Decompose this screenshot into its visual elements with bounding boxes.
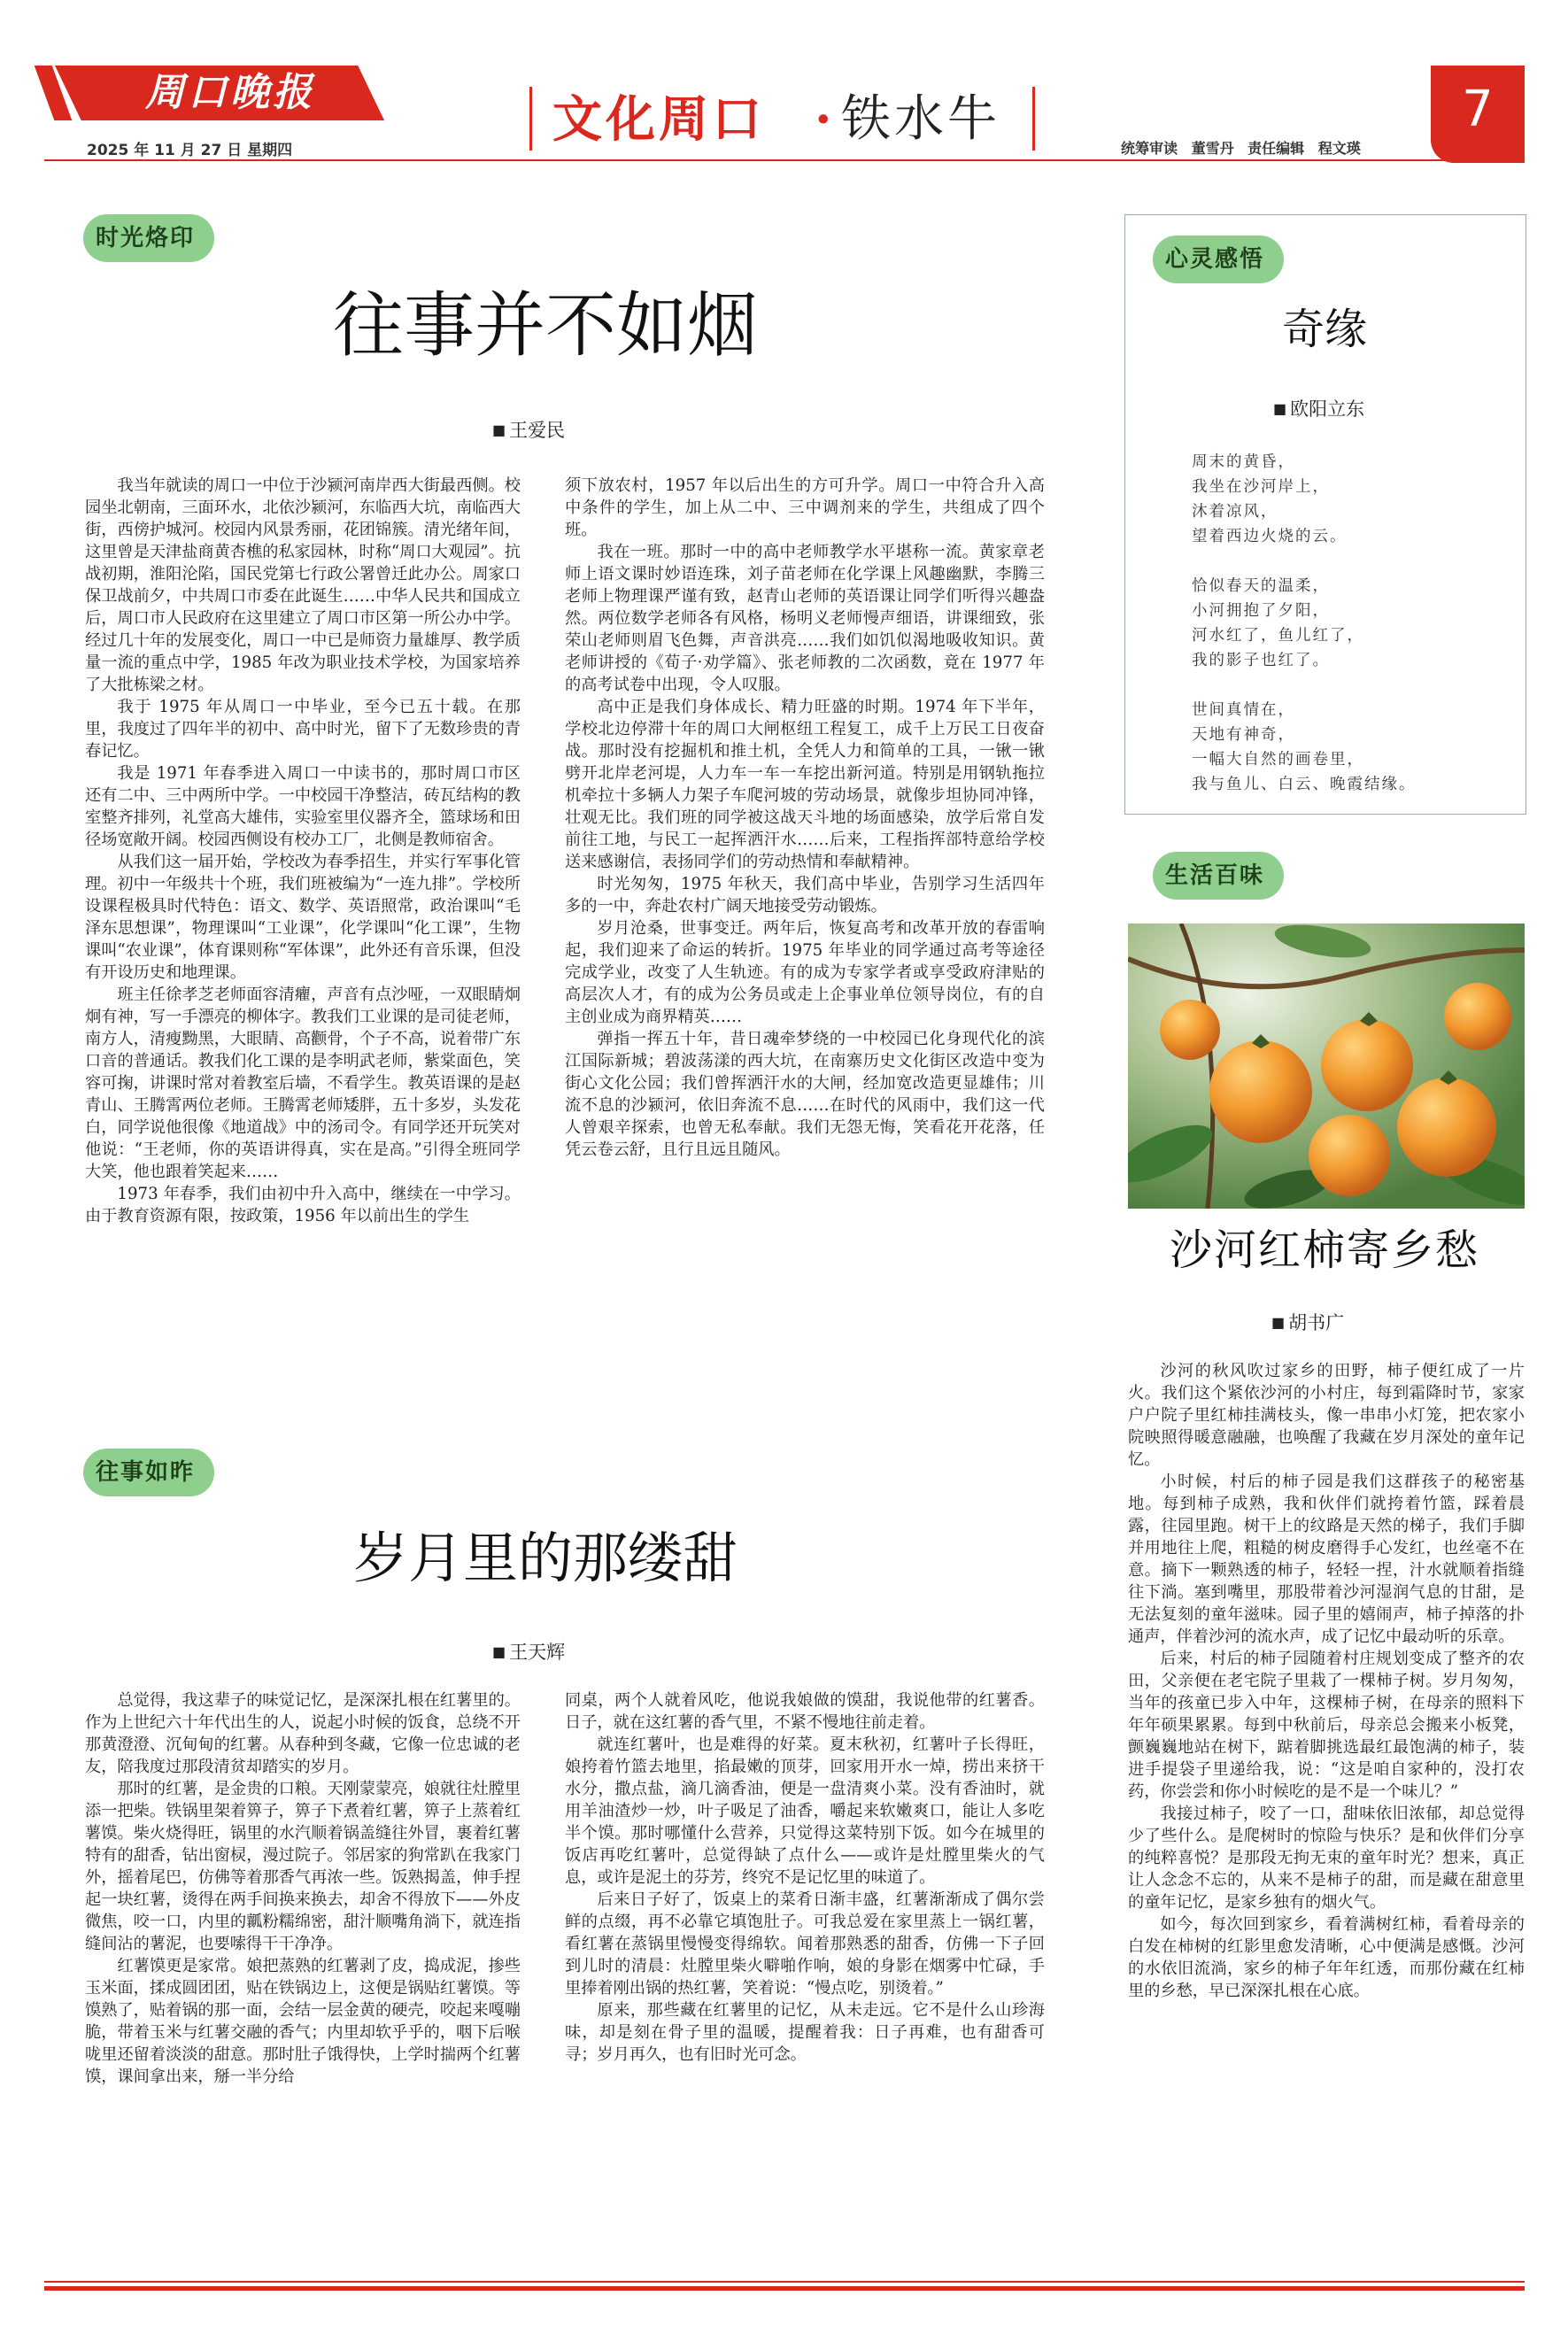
paragraph: 同桌，两个人就着风吃，他说我娘做的馍甜，我说他带的红薯香。日子，就在这红薯的香气里，不紧不慢地往前走着。: [565, 1691, 1045, 1732]
paragraph: 从我们这一届开始，学校改为春季招生，并实行军事化管理。初中一年级共十个班，我们班被编为“一连九排”。学校所设课程极具时代特色：语文、数学、英语照常，政治课叫“毛泽东思想课”，物理课叫“工业课”，化学课叫“化工课”，生物课叫“农业课”，体育课则称“军体课”，此外还有音乐课，但没有开设历史和地理课。: [85, 853, 521, 982]
section-badge-life: 生活百味: [1153, 852, 1284, 900]
paragraph: 我接过柿子，咬了一口，甜味依旧浓郁，却总觉得少了些什么。是爬树时的惊险与快乐？是和伙伴们分享的纯粹喜悦？是那段无拘无束的童年时光？想来，真正让人念念不忘的，从来不是柿子的甜，而是藏在甜意里的童年记忆，是家乡独有的烟火气。: [1128, 1805, 1525, 1912]
column-divider-right: [1032, 87, 1035, 151]
poem-line: 我坐在沙河岸上，: [1192, 478, 1330, 496]
poem-line: 一幅大自然的画卷里，: [1192, 751, 1364, 769]
article-2-column-right: [565, 1689, 1045, 2066]
paragraph: 我在一班。那时一中的高中老师教学水平堪称一流。黄家章老师上语文课时妙语连珠，刘子苗老师在化学课上风趣幽默，李腾三老师上物理课严谨有致，赵青山老师的英语课让同学们听得兴趣盎然。两位数学老师各有风格，杨明义老师慢声细语，讲课细致，张荣山老师则眉飞色舞，声音洪亮……我们如饥似渴地吸收知识。黄老师讲授的《荀子·劝学篇》、张老师教的二次函数，竟在 1977 年的高考试卷中出现，令人叹服。: [565, 543, 1045, 694]
poem-body: [1192, 450, 1510, 797]
column-name-black: 铁水牛: [841, 90, 1000, 148]
poem-line: 沐着凉风，: [1192, 503, 1278, 521]
article-2-column-left: [85, 1689, 521, 2088]
poem-line: 周末的黄昏，: [1192, 453, 1295, 471]
paragraph: 高中正是我们身体成长、精力旺盛的时期。1974 年下半年，学校北边停滞十年的周口大闸枢纽工程复工，成千上万民工日夜奋战。那时没有挖掘机和推土机，全凭人力和简单的工具，一锹一锹劈开北岸老河堤，人力车一车一车挖出新河道。特别是用钢轨拖拉机牵拉十多辆人力架子车爬河坡的劳动场景，就像步坦协同冲锋，壮观无比。我们班的同学被这战天斗地的场面感染，放学后常自发前往工地，与民工一起挥洒汗水……后来，工程指挥部特意给学校送来感谢信，表扬同学们的劳动热情和奉献精神。: [565, 698, 1045, 871]
article-1-column-left: [85, 475, 521, 1227]
paragraph: 1973 年春季，我们由初中升入高中，继续在一中学习。由于教育资源有限，按政策，1956 年以前出生的学生: [85, 1185, 521, 1225]
article-title-2: 岁月里的那缕甜: [352, 1526, 738, 1590]
paragraph: 须下放农村，1957 年以后出生的方可升学。周口一中符合升入高中条件的学生，加上从二中、三中调剂来的学生，共组成了四个班。: [565, 476, 1045, 539]
article-3-column: [1128, 1360, 1525, 2002]
masthead-logo: 周口晚报: [145, 70, 315, 115]
poem-line: 望着西边火烧的云。: [1192, 528, 1348, 545]
persimmon-photo: [1128, 924, 1525, 1209]
article-title-1: 往事并不如烟: [333, 284, 758, 367]
footer-rule-thick: [44, 2286, 1525, 2291]
page-number-tab: [1431, 66, 1525, 163]
poem-line: 我与鱼儿、白云、晚霞结缘。: [1192, 776, 1417, 793]
poem-line: 天地有神奇，: [1192, 726, 1295, 744]
paragraph: 红薯馍更是家常。娘把蒸熟的红薯剥了皮，捣成泥，掺些玉米面，揉成圆团团，贴在铁锅边上，这便是锅贴红薯馍。等馍熟了，贴着锅的那一面，会结一层金黄的硬壳，咬起来嘎嘣脆，带着玉米与红薯交融的香气；内里却软乎乎的，咽下后喉咙里还留着淡淡的甜意。那时肚子饿得快，上学时揣两个红薯馍，课间拿出来，掰一半分给: [85, 1957, 521, 2086]
paragraph: 我是 1971 年春季进入周口一中读书的，那时周口市区还有二中、三中两所中学。一中校园干净整洁，砖瓦结构的教室整齐排列，礼堂高大雄伟，实验室里仪器齐全，篮球场和田径场宽敞开阔。校园西侧设有校办工厂，北侧是教师宿舍。: [85, 764, 521, 849]
article-author-3: ■ 胡书广: [1271, 1309, 1344, 1335]
paragraph: 小时候，村后的柿子园是我们这群孩子的秘密基地。每到柿子成熟，我和伙伴们就挎着竹篮，踩着晨露，往园里跑。树干上的纹路是天然的梯子，我们手脚并用地往上爬，粗糙的树皮磨得手心发红，也丝毫不在意。摘下一颗熟透的柿子，轻轻一捏，汁水就顺着指缝往下淌。塞到嘴里，那股带着沙河湿润气息的甘甜，是无法复刻的童年滋味。园子里的嬉闹声，柿子掉落的扑通声，伴着沙河的流水声，成了记忆中最动听的乐章。: [1128, 1472, 1525, 1646]
article-title-3: 沙河红柿寄乡愁: [1169, 1225, 1479, 1275]
paragraph: 那时的红薯，是金贵的口粮。天刚蒙蒙亮，娘就往灶膛里添一把柴。铁锅里架着箅子，箅子下煮着红薯，箅子上蒸着红薯馍。柴火烧得旺，锅里的水汽顺着锅盖缝往外冒，裹着红薯特有的甜香，钻出窗棂，漫过院子。邻居家的狗常趴在我家门外，摇着尾巴，仿佛等着那香气再浓一些。饭熟揭盖，伸手捏起一块红薯，烫得在两手间换来换去，却舍不得放下——外皮微焦，咬一口，内里的瓤粉糯绵密，甜汁顺嘴角淌下，就连指缝间沾的薯泥，也要嗦得干干净净。: [85, 1780, 521, 1953]
poem-line: 世间真情在，: [1192, 701, 1295, 719]
issue-date: 2025 年 11 月 27 日 星期四: [87, 142, 293, 159]
column-name-dot: ·: [815, 90, 832, 149]
paragraph: 后来日子好了，饭桌上的菜肴日渐丰盛，红薯渐渐成了偶尔尝鲜的点缀，再不必靠它填饱肚子。可我总爱在家里蒸上一锅红薯，看红薯在蒸锅里慢慢变得绵软。闻着那熟悉的甜香，仿佛一下子回到儿时的清晨：灶膛里柴火噼啪作响，娘的身影在烟雾中忙碌，手里捧着刚出锅的热红薯，笑着说：“慢点吃，别烫着。”: [565, 1890, 1045, 1998]
article-1-column-right: [565, 475, 1045, 1161]
paragraph: 时光匆匆，1975 年秋天，我们高中毕业，告别学习生活四年多的一中，奔赴农村广阔天地接受劳动锻炼。: [565, 875, 1045, 916]
persimmon-illustration: [1128, 924, 1525, 1209]
paragraph: 班主任徐孝芝老师面容清癯，声音有点沙哑，一双眼睛炯炯有神，写一手漂亮的柳体字。教我们工业课的是司徒老师，南方人，清瘦黝黑，大眼睛、高颧骨，个子不高，说着带广东口音的普通话。教我们化工课的是李明武老师，紫棠面色，笑容可掬，讲课时常对着教室后墙，不看学生。教英语课的是赵青山、王腾霄两位老师。王腾霄老师矮胖，五十多岁，头发花白，同学说他很像《地道战》中的汤司令。有同学还开玩笑对他说：“王老师，你的英语讲得真，实在是高。”引得全班同学大笑，他也跟着笑起来……: [85, 985, 521, 1181]
poem-author: ■ 欧阳立东: [1273, 395, 1364, 421]
section-badge-heart: 心灵感悟: [1153, 236, 1284, 283]
editor-credits: 统筹审读 董雪丹 责任编辑 程文瑛: [1121, 140, 1361, 157]
column-name-red: 文化周口: [552, 90, 765, 149]
paragraph: 岁月沧桑，世事变迁。两年后，恢复高考和改革开放的春雷响起，我们迎来了命运的转折。1975 年毕业的同学通过高考等途径完成学业，改变了人生轨迹。有的成为专家学者或享受政府津贴的高层次人才，有的成为公务员或走上企事业单位领导岗位，有的自主创业成为商界精英……: [565, 919, 1045, 1026]
paragraph: 总觉得，我这辈子的味觉记忆，是深深扎根在红薯里的。作为上世纪六十年代出生的人，说起小时候的饭食，总绕不开那黄澄澄、沉甸甸的红薯。从春种到冬藏，它像一位忠诚的老友，陪我度过那段清贫却踏实的岁月。: [85, 1691, 521, 1776]
column-divider-left: [529, 87, 532, 151]
poem-title: 奇缘: [1281, 305, 1367, 354]
poem-line: 我的影子也红了。: [1192, 652, 1330, 669]
poem-line: 小河拥抱了夕阳，: [1192, 602, 1330, 620]
paragraph: 弹指一挥五十年，昔日魂牵梦绕的一中校园已化身现代化的滨江国际新城；碧波荡漾的西大坑，在南寨历史文化街区改造中变为街心文化公园；我们曾挥洒汗水的大闸，经加宽改造更显雄伟；川流不息的沙颍河，依旧奔流不息……在时代的风雨中，我们这一代人曾艰辛探索，也曾无私奉献。我们无怨无悔，笑看花开花落，任凭云卷云舒，且行且远且随风。: [565, 1030, 1045, 1159]
article-author-1: ■ 王爱民: [492, 416, 565, 443]
page-number: 7: [1462, 81, 1494, 138]
header-rule: [44, 159, 1525, 161]
poem-line: 恰似春天的温柔，: [1192, 577, 1330, 595]
paragraph: 原来，那些藏在红薯里的记忆，从未走远。它不是什么山珍海味，却是刻在骨子里的温暖，提醒着我：日子再难，也有甜香可寻；岁月再久，也有旧时光可念。: [565, 2001, 1045, 2064]
paragraph: 如今，每次回到家乡，看着满树红柿，看着母亲的白发在柿树的红影里愈发清晰，心中便满是感慨。沙河的水依旧流淌，家乡的柿子年年红透，而那份藏在红柿里的乡愁，早已深深扎根在心底。: [1128, 1915, 1525, 2000]
paragraph: 我于 1975 年从周口一中毕业，至今已五十载。在那里，我度过了四年半的初中、高中时光，留下了无数珍贵的青春记忆。: [85, 698, 521, 761]
poem-line: 河水红了，鱼儿红了，: [1192, 627, 1364, 645]
paragraph: 沙河的秋风吹过家乡的田野，柿子便红成了一片火。我们这个紧依沙河的小村庄，每到霜降时节，家家户户院子里红柿挂满枝头，像一串串小灯笼，把农家小院映照得暖意融融，也唤醒了我藏在岁月深处的童年记忆。: [1128, 1362, 1525, 1469]
section-badge-time: 时光烙印: [83, 214, 214, 262]
paragraph: 后来，村后的柿子园随着村庄规划变成了整齐的农田，父亲便在老宅院子里栽了一棵柿子树。岁月匆匆，当年的孩童已步入中年，这棵柿子树，在母亲的照料下年年硕果累累。每到中秋前后，母亲总会搬来小板凳，颤巍巍地站在树下，踮着脚挑选最红最饱满的柿子，装进手提袋子里递给我，说：“这是咱自家种的，没打农药，你尝尝和你小时候吃的是不是一个味儿？”: [1128, 1650, 1525, 1801]
paragraph: 就连红薯叶，也是难得的好菜。夏末秋初，红薯叶子长得旺，娘挎着竹篮去地里，掐最嫩的顶芽，回家用开水一焯，捞出来挤干水分，撒点盐，滴几滴香油，便是一盘清爽小菜。没有香油时，就用羊油渣炒一炒，叶子吸足了油香，嚼起来软嫩爽口，能让人多吃半个馍。那时哪懂什么营养，只觉得这菜特别下饭。如今在城里的饭店再吃红薯叶，总觉得缺了点什么——或许是灶膛里柴火的气息，或许是泥土的芬芳，终究不是记忆里的味道了。: [565, 1735, 1045, 1887]
article-author-2: ■ 王天辉: [492, 1638, 565, 1665]
paragraph: 我当年就读的周口一中位于沙颍河南岸西大街最西侧。校园坐北朝南，三面环水，北依沙颍河，东临西大坑，南临西大街，西傍护城河。校园内风景秀丽，花团锦簇。清光绪年间，这里曾是天津盐商黄杏樵的私家园林，时称“周口大观园”。抗战初期，淮阳沦陷，国民党第七行政公署曾迁此办公。周家口保卫战前夕，中共周口市委在此诞生……中华人民共和国成立后，周口市人民政府在这里建立了周口市区第一所公办中学。经过几十年的发展变化，周口一中已是师资力量雄厚、教学质量一流的重点中学，1985 年改为职业技术学校，为国家培养了大批栋梁之材。: [85, 476, 521, 694]
section-badge-past: 往事如昨: [83, 1449, 214, 1496]
footer-rule-thin: [44, 2281, 1525, 2283]
